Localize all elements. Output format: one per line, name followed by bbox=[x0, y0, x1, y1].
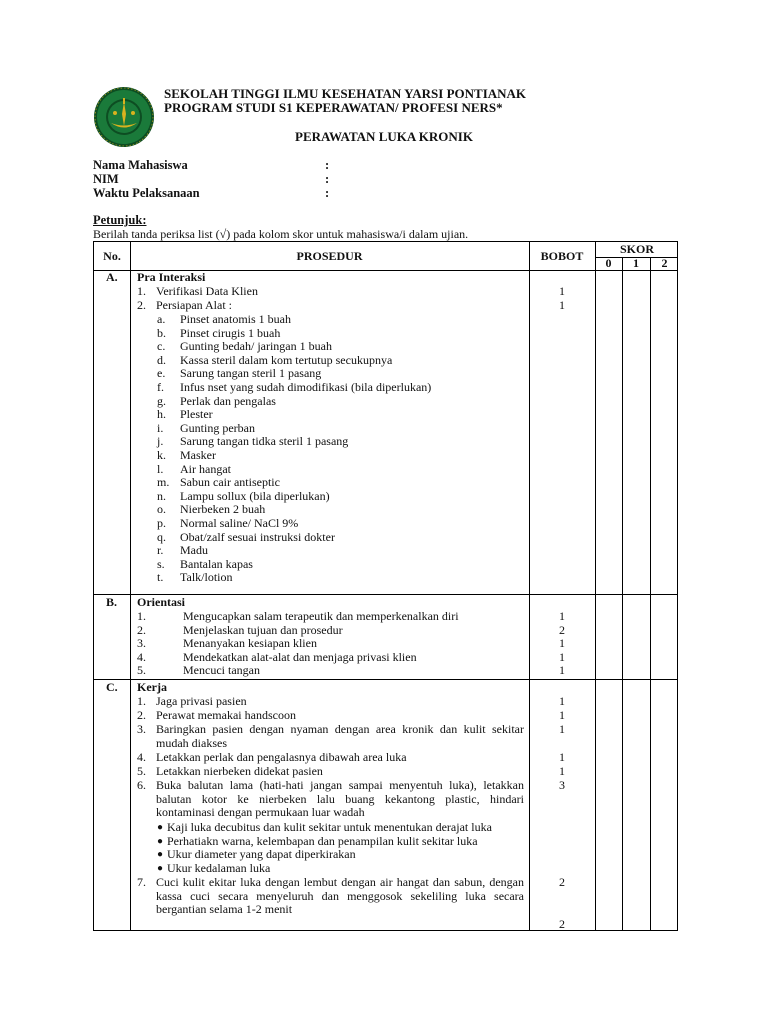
section-a-title: Pra Interaksi bbox=[137, 270, 206, 284]
sublist-letter: c. bbox=[157, 339, 166, 354]
bobot-value: 2 bbox=[559, 875, 565, 889]
col-divider bbox=[130, 242, 131, 930]
list-item: Buka balutan lama (hati-hati jangan sampai menyentuh luka), letakkan balutan kotor ke nierbeken lalu buang kekantong plastic, hindari kontaminasi dengan permukaan luar wadah bbox=[156, 778, 524, 820]
bullet-item: Perhatiakn warna, kelembapan dan penampilan kulit sekitar luka bbox=[167, 833, 478, 848]
list-number: 1. bbox=[137, 609, 146, 623]
sublist-item: Sarung tangan tidka steril 1 pasang bbox=[180, 434, 349, 449]
list-number: 1. bbox=[137, 284, 146, 298]
student-fields bbox=[93, 158, 330, 200]
sublist-item: Gunting perban bbox=[180, 420, 255, 435]
list-item: Mendekatkan alat-alat dan menjaga privasi klien bbox=[183, 649, 417, 664]
sublist-letter: j. bbox=[157, 434, 164, 449]
sublist-letter: a. bbox=[157, 312, 166, 326]
sublist-letter: p. bbox=[157, 516, 166, 530]
bobot-value: 2 bbox=[559, 622, 565, 637]
section-a-no: A. bbox=[106, 270, 118, 284]
col-divider bbox=[529, 242, 530, 930]
list-number: 7. bbox=[137, 875, 146, 889]
list-number: 2. bbox=[137, 622, 146, 637]
sublist-item: Nierbeken 2 buah bbox=[180, 502, 266, 517]
instructions-title: Petunjuk: bbox=[93, 213, 147, 227]
field-waktu: Waktu Pelaksanaan : bbox=[93, 186, 330, 200]
list-number: 2. bbox=[137, 298, 146, 312]
institution-header bbox=[164, 87, 526, 115]
bullet-item: Ukur kedalaman luka bbox=[167, 860, 271, 875]
list-number: 1. bbox=[137, 694, 146, 708]
sublist-letter: f. bbox=[157, 380, 164, 394]
sublist-letter: m. bbox=[157, 475, 170, 490]
header-skor: SKOR bbox=[619, 242, 654, 256]
header-skor-0: 0 bbox=[605, 256, 612, 270]
list-item: Mengucapkan salam terapeutik dan memperkenalkan diri bbox=[183, 609, 459, 623]
field-nama: Nama Mahasiswa : bbox=[93, 158, 330, 172]
sublist-item: Air hangat bbox=[180, 461, 231, 476]
header-skor-2: 2 bbox=[661, 256, 668, 270]
bobot-value: 1 bbox=[559, 284, 565, 298]
list-item: Persiapan Alat : bbox=[156, 298, 232, 312]
bobot-value: 1 bbox=[559, 764, 565, 778]
bobot-value: 1 bbox=[559, 663, 565, 678]
sublist-letter: k. bbox=[157, 448, 166, 462]
sublist-item: Infus nset yang sudah dimodifikasi (bila diperlukan) bbox=[180, 380, 432, 394]
list-number: 5. bbox=[137, 764, 146, 778]
sublist-item: Sarung tangan steril 1 pasang bbox=[180, 366, 322, 381]
sublist-item: Gunting bedah/ jaringan 1 buah bbox=[180, 339, 332, 354]
list-item: Letakkan perlak dan pengalasnya dibawah area luka bbox=[156, 750, 407, 764]
bullet-item: Kaji luka decubitus dan kulit sekitar untuk menentukan derajat luka bbox=[167, 820, 492, 834]
header-bobot: BOBOT bbox=[540, 249, 584, 263]
sublist-letter: l. bbox=[157, 461, 164, 476]
sublist-item: Talk/lotion bbox=[180, 570, 233, 585]
checklist-table bbox=[93, 241, 678, 931]
sublist-item: Normal saline/ NaCl 9% bbox=[180, 516, 299, 530]
bobot-value: 1 bbox=[559, 649, 565, 664]
sublist-item: Sabun cair antiseptic bbox=[180, 475, 280, 490]
sublist-letter: q. bbox=[157, 529, 166, 544]
sublist-item: Plester bbox=[180, 407, 213, 422]
sublist-letter: g. bbox=[157, 393, 166, 408]
bullet-icon: ● bbox=[157, 849, 164, 861]
sublist-item: Pinset cirugis 1 buah bbox=[180, 325, 281, 340]
list-item: Mencuci tangan bbox=[183, 663, 260, 678]
bobot-value: 1 bbox=[559, 609, 565, 623]
sublist-letter: h. bbox=[157, 407, 166, 422]
program-name: PROGRAM STUDI S1 KEPERAWATAN/ PROFESI NERS* bbox=[164, 100, 503, 115]
bobot-value: 1 bbox=[559, 708, 565, 722]
list-item: Verifikasi Data Klien bbox=[156, 284, 258, 298]
sublist-item: Lampu sollux (bila diperlukan) bbox=[180, 488, 330, 503]
list-number: 4. bbox=[137, 750, 146, 764]
col-divider bbox=[595, 242, 596, 930]
sublist-letter: s. bbox=[157, 556, 165, 571]
sublist-letter: i. bbox=[157, 420, 164, 435]
section-b-title: Orientasi bbox=[137, 595, 185, 609]
document-title: PERAWATAN LUKA KRONIK bbox=[295, 129, 473, 144]
bobot-value: 1 bbox=[559, 722, 565, 736]
instructions-text: Berilah tanda periksa list (√) pada kolom skor untuk mahasiswa/i dalam ujian. bbox=[93, 227, 469, 241]
field-nim: NIM : bbox=[93, 172, 330, 186]
bobot-value: 1 bbox=[559, 298, 565, 312]
list-number: 6. bbox=[137, 778, 146, 792]
list-number: 4. bbox=[137, 649, 146, 664]
sublist-item: Perlak dan pengalas bbox=[180, 393, 276, 408]
header-prosedur: PROSEDUR bbox=[296, 249, 363, 263]
bullet-icon: ● bbox=[157, 862, 164, 874]
list-item: Menjelaskan tujuan dan prosedur bbox=[183, 622, 343, 637]
list-item: Jaga privasi pasien bbox=[156, 694, 247, 708]
list-item: Letakkan nierbeken didekat pasien bbox=[156, 764, 323, 778]
bullet-item: Ukur diameter yang dapat diperkirakan bbox=[167, 847, 356, 862]
sublist-letter: t. bbox=[157, 570, 164, 585]
bobot-value: 3 bbox=[559, 778, 565, 792]
list-number: 2. bbox=[137, 708, 146, 722]
list-number: 3. bbox=[137, 636, 146, 651]
bobot-value: 1 bbox=[559, 750, 565, 764]
sublist-item: Bantalan kapas bbox=[180, 556, 253, 571]
sublist-item: Obat/zalf sesuai instruksi dokter bbox=[180, 529, 335, 544]
list-item: Perawat memakai handscoon bbox=[156, 708, 296, 722]
bullet-icon: ● bbox=[157, 822, 164, 833]
header-no: No. bbox=[103, 249, 121, 263]
bobot-value: 1 bbox=[559, 636, 565, 651]
bullet-icon: ● bbox=[157, 835, 164, 847]
institution-name: SEKOLAH TINGGI ILMU KESEHATAN YARSI PONTIANAK bbox=[164, 86, 527, 101]
bobot-value: 2 bbox=[559, 917, 565, 931]
sublist-letter: d. bbox=[157, 352, 166, 367]
sublist-item: Pinset anatomis 1 buah bbox=[180, 312, 291, 326]
sublist-letter: o. bbox=[157, 502, 166, 517]
sublist-letter: n. bbox=[157, 488, 166, 503]
row-divider bbox=[94, 679, 677, 680]
sublist-item: Madu bbox=[180, 543, 208, 558]
sublist-letter: b. bbox=[157, 325, 166, 340]
section-b-no: B. bbox=[106, 595, 118, 609]
list-number: 3. bbox=[137, 722, 146, 736]
bobot-value: 1 bbox=[559, 694, 565, 708]
header-skor-1: 1 bbox=[633, 256, 639, 270]
list-number: 5. bbox=[137, 663, 146, 678]
section-c-title: Kerja bbox=[137, 680, 167, 694]
sublist-letter: e. bbox=[157, 366, 166, 381]
sublist-letter: r. bbox=[157, 543, 164, 558]
section-c-no: C. bbox=[106, 680, 118, 694]
list-item: Cuci kulit ekitar luka dengan lembut dengan air hangat dan sabun, dengan kassa cuci secara menyeluruh dan menggosok sekeliling luka secara bergantian selama 1-2 menit bbox=[156, 875, 524, 917]
sublist-item: Kassa steril dalam kom tertutup secukupnya bbox=[180, 352, 393, 367]
list-item: Baringkan pasien dengan nyaman dengan area kronik dan kulit sekitar mudah diakses bbox=[156, 722, 524, 750]
list-item: Menanyakan kesiapan klien bbox=[183, 636, 317, 651]
sublist-item: Masker bbox=[180, 448, 216, 462]
